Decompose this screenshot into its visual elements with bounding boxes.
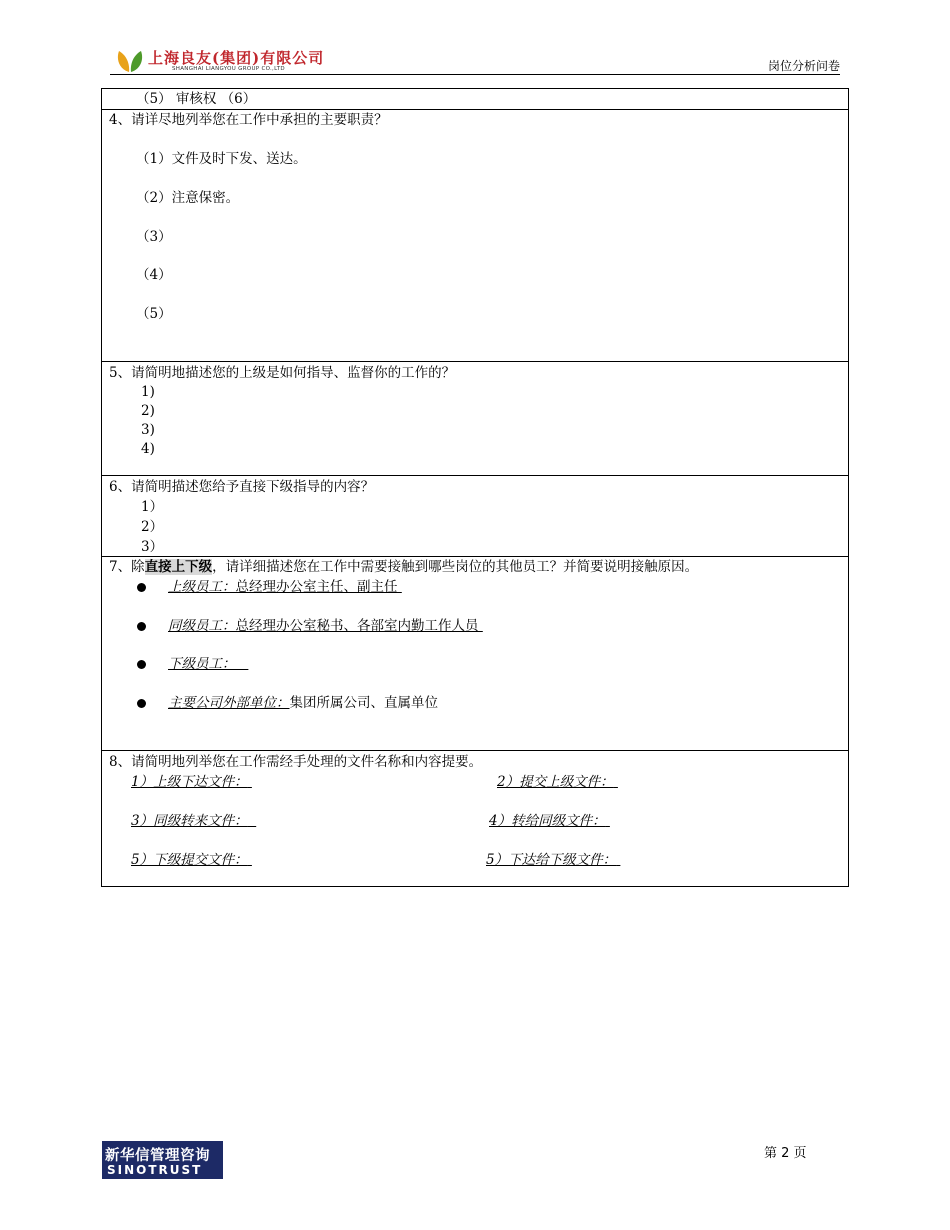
q8-doc-field bbox=[497, 773, 618, 791]
consultancy-logo-cn: 新华信管理咨询 bbox=[105, 1148, 210, 1164]
document-title: 岗位分析问卷 bbox=[767, 59, 840, 73]
q4-item: （3） bbox=[136, 229, 172, 245]
row-divider bbox=[101, 556, 849, 557]
consultancy-logo bbox=[102, 1141, 223, 1179]
q8-doc-field bbox=[489, 812, 610, 830]
q4-item: （4） bbox=[136, 267, 172, 283]
bullet-icon bbox=[137, 699, 146, 708]
header-divider bbox=[110, 74, 840, 75]
q8-doc-field bbox=[131, 851, 252, 869]
q8-doc-field bbox=[131, 812, 256, 830]
q7-question bbox=[109, 558, 698, 576]
bullet-icon bbox=[137, 583, 146, 592]
q3-tail-text: （5） 审核权 （6） bbox=[136, 91, 257, 107]
q7-highlight: 直接上下级 bbox=[144, 559, 213, 575]
row-divider bbox=[101, 750, 849, 751]
q7-bullet-item bbox=[168, 578, 402, 596]
q7-prefix: 7、除 bbox=[109, 559, 145, 575]
q7-bullet-item bbox=[168, 655, 248, 673]
q7-bullet-value: 集团所属公司、直属单位 bbox=[289, 695, 438, 711]
q8-doc-label: 5）下达给下级文件： bbox=[486, 852, 617, 868]
q7-bullet-value: 总经理办公室秘书、各部室内勤工作人员 bbox=[235, 618, 479, 634]
q7-bullet-label: 下级员工： bbox=[168, 656, 236, 672]
company-name-cn: 上海良友(集团)有限公司 bbox=[148, 49, 325, 67]
q5-item: 2) bbox=[141, 403, 155, 419]
q8-doc-label: 2）提交上级文件： bbox=[497, 774, 614, 790]
q8-doc-field bbox=[131, 773, 252, 791]
q7-bullet-label: 主要公司外部单位： bbox=[168, 695, 290, 711]
row-divider bbox=[101, 475, 849, 476]
q5-item: 3) bbox=[141, 422, 155, 438]
q6-item: 2） bbox=[141, 519, 164, 535]
q7-suffix: ，请详细描述您在工作中需要接触到哪些岗位的其他员工？并简要说明接触原因。 bbox=[212, 559, 699, 575]
bullet-icon bbox=[137, 660, 146, 669]
q8-doc-label: 3）同级转来文件： bbox=[131, 813, 248, 829]
q8-doc-label: 5）下级提交文件： bbox=[131, 852, 248, 868]
q6-question: 6、请简明描述您给予直接下级指导的内容？ bbox=[109, 479, 375, 495]
q6-item: 1） bbox=[141, 499, 164, 515]
q4-item: （5） bbox=[136, 306, 172, 322]
q4-item: （2）注意保密。 bbox=[136, 190, 240, 206]
q7-bullet-label: 上级员工： bbox=[168, 579, 236, 595]
row-divider bbox=[101, 109, 849, 110]
q8-doc-label: 4）转给同级文件： bbox=[489, 813, 606, 829]
q8-question: 8、请简明地列举您在工作需经手处理的文件名称和内容提要。 bbox=[109, 754, 483, 770]
consultancy-logo-en: SINOTRUST bbox=[107, 1163, 203, 1177]
q5-item: 4) bbox=[141, 441, 155, 457]
company-name-en: SHANGHAI LIANGYOU GROUP CO.,LTD bbox=[172, 66, 285, 72]
q8-doc-field bbox=[486, 851, 620, 869]
leaf-logo-icon bbox=[116, 47, 144, 73]
q5-question: 5、请简明地描述您的上级是如何指导、监督你的工作的？ bbox=[109, 365, 456, 381]
q5-item: 1) bbox=[141, 384, 155, 400]
bullet-icon bbox=[137, 622, 146, 631]
q7-bullet-item bbox=[168, 617, 483, 635]
q7-bullet-label: 同级员工： bbox=[168, 618, 236, 634]
q4-item: （1）文件及时下发、送达。 bbox=[136, 151, 307, 167]
page-number: 第 2 页 bbox=[764, 1146, 807, 1161]
q7-bullet-value: 总经理办公室主任、副主任 bbox=[235, 579, 398, 595]
q7-bullet-item bbox=[168, 694, 438, 712]
q6-item: 3） bbox=[141, 539, 164, 555]
q8-doc-label: 1）上级下达文件： bbox=[131, 774, 248, 790]
row-divider bbox=[101, 361, 849, 362]
q4-question: 4、请详尽地列举您在工作中承担的主要职责？ bbox=[109, 112, 388, 128]
